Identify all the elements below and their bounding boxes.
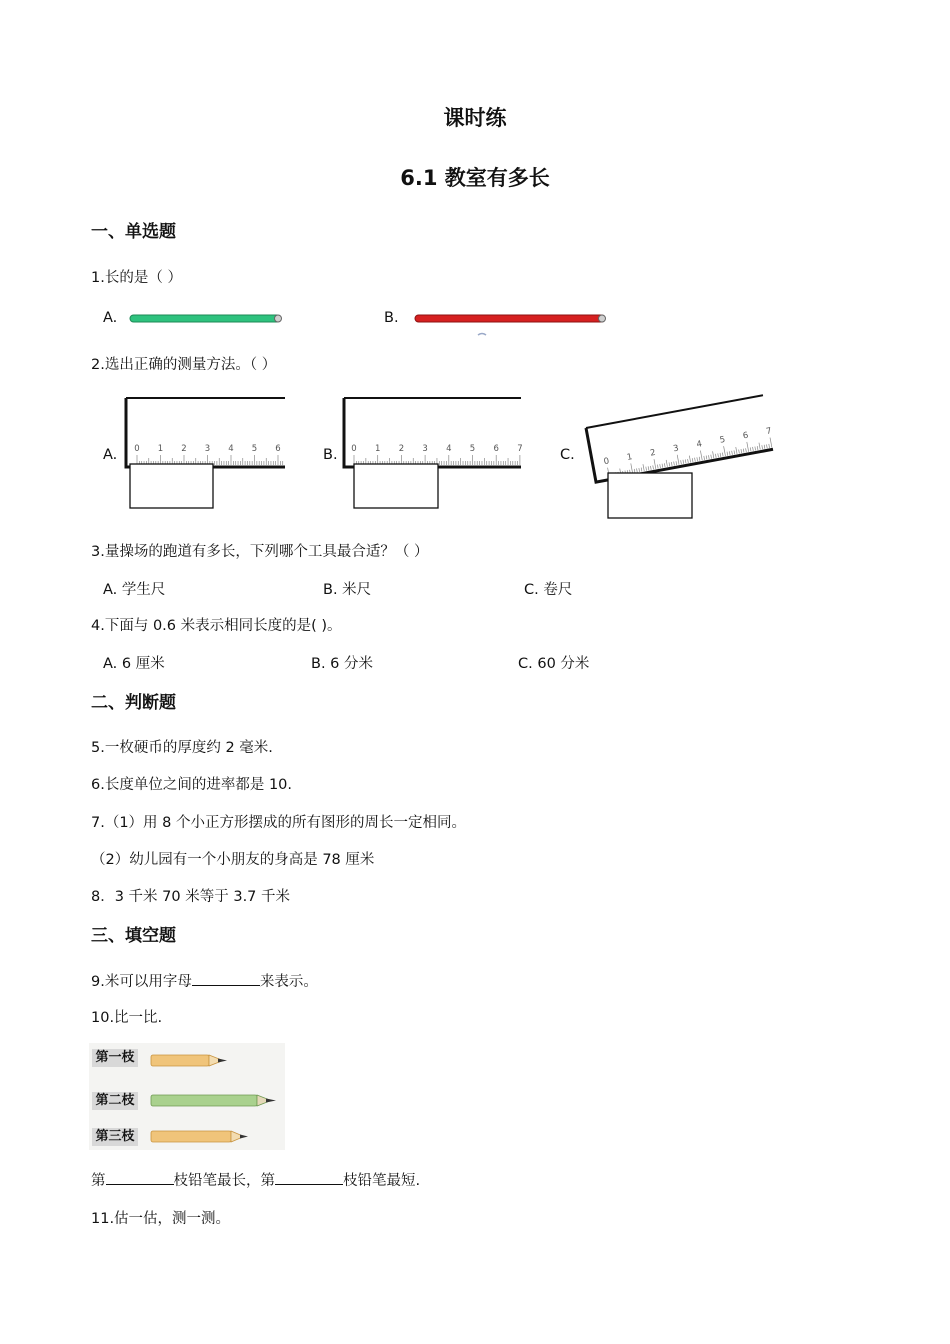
ruler-number: 0 <box>602 456 611 468</box>
question-10: 10.比一比. <box>91 1010 163 1026</box>
question-6: 6.长度单位之间的进率都是 10. <box>91 777 293 793</box>
ruler-number: 6 <box>275 444 281 454</box>
question-8: 8．3 千米 70 米等于 3.7 千米 <box>91 889 291 905</box>
pencil-3 <box>151 1131 248 1142</box>
q2-object-b <box>354 464 438 508</box>
q9-text-before: 9.米可以用字母 <box>91 974 192 990</box>
ruler-number: 6 <box>742 430 750 442</box>
question-3: 3.量操场的跑道有多长，下列哪个工具最合适？（ ） <box>91 544 429 560</box>
ruler-number: 3 <box>422 444 428 454</box>
ruler-number: 5 <box>469 444 476 454</box>
q4-option-c: C. 60 分米 <box>518 656 590 672</box>
ruler-number: 3 <box>672 443 680 455</box>
question-11: 11.估一估，测一测。 <box>91 1211 231 1227</box>
q4-option-b: B. 6 分米 <box>311 656 374 672</box>
q1-option-b-label: B. <box>384 310 399 326</box>
question-7-part-2: （2）幼儿园有一个小朋友的身高是 78 厘米 <box>91 852 375 868</box>
q10-blank-longest[interactable] <box>106 1172 174 1185</box>
q1-red-bar <box>412 310 612 338</box>
ruler-number: 2 <box>398 444 405 454</box>
ruler-number: 4 <box>695 439 703 451</box>
ruler-number: 6 <box>493 444 499 454</box>
pencil-1 <box>151 1055 227 1066</box>
ruler-number: 1 <box>157 444 164 454</box>
section-single-choice: 一、单选题 <box>91 222 176 242</box>
q10-pencil-figure <box>89 1043 285 1150</box>
page-title: 课时练 <box>443 106 507 130</box>
question-5: 5.一枚硬币的厚度约 2 毫米. <box>91 740 273 756</box>
ruler-number: 3 <box>204 444 211 454</box>
ruler-number: 2 <box>181 444 187 454</box>
q2-ruler-c <box>580 385 790 525</box>
section-true-false: 二、判断题 <box>91 693 176 713</box>
pencil-1-label: 第一枝 <box>92 1049 138 1067</box>
question-9 <box>91 970 318 991</box>
q2-ruler-a <box>120 395 290 515</box>
q10-answer-line <box>91 1169 420 1190</box>
q2-ruler-b <box>338 395 528 515</box>
ruler-number: 1 <box>374 444 381 454</box>
ruler-number: 7 <box>765 426 773 438</box>
pencil-2-label: 第二枝 <box>92 1092 138 1110</box>
q1-option-a-label: A. <box>103 310 118 326</box>
q10-answer-part-1: 第 <box>91 1173 106 1189</box>
question-7-part-1: 7.（1）用 8 个小正方形摆成的所有图形的周长一定相同。 <box>91 815 467 831</box>
q2-option-b-label: B. <box>323 447 338 463</box>
ruler-number: 5 <box>251 444 258 454</box>
q2-object-a <box>130 464 213 508</box>
question-1: 1.长的是（ ） <box>91 270 182 286</box>
q9-blank[interactable] <box>192 973 260 986</box>
lesson-title: 6.1 教室有多长 <box>400 166 550 190</box>
q9-text-after: 来表示。 <box>259 974 318 990</box>
ruler-number: 4 <box>446 444 452 454</box>
ruler-number: 0 <box>351 444 357 454</box>
q2-option-a-label: A. <box>103 447 118 463</box>
q10-answer-part-2: 枝铅笔最长，第 <box>173 1173 275 1189</box>
q3-option-c: C. 卷尺 <box>524 582 573 598</box>
question-2: 2.选出正确的测量方法。（ ） <box>91 357 277 373</box>
ruler-number: 0 <box>134 444 140 454</box>
q2-object-c <box>608 473 692 518</box>
q4-option-a: A. 6 厘米 <box>103 656 165 672</box>
question-4: 4.下面与 0.6 米表示相同长度的是( )。 <box>91 618 342 634</box>
pencil-3-label: 第三枝 <box>92 1128 138 1146</box>
section-fill-blank: 三、填空题 <box>91 926 176 946</box>
ruler-number: 5 <box>718 434 727 446</box>
q10-blank-shortest[interactable] <box>275 1172 343 1185</box>
q1-green-bar <box>128 310 288 330</box>
q2-option-c-label: C. <box>560 447 575 463</box>
q10-answer-part-3: 枝铅笔最短. <box>343 1173 421 1189</box>
ruler-number: 1 <box>626 452 634 463</box>
ruler-number: 4 <box>228 444 234 454</box>
ruler-number: 7 <box>517 444 523 454</box>
pencil-2 <box>151 1095 276 1106</box>
q3-option-a: A. 学生尺 <box>103 582 166 598</box>
ruler-number: 2 <box>649 447 657 459</box>
q3-option-b: B. 米尺 <box>323 582 372 598</box>
